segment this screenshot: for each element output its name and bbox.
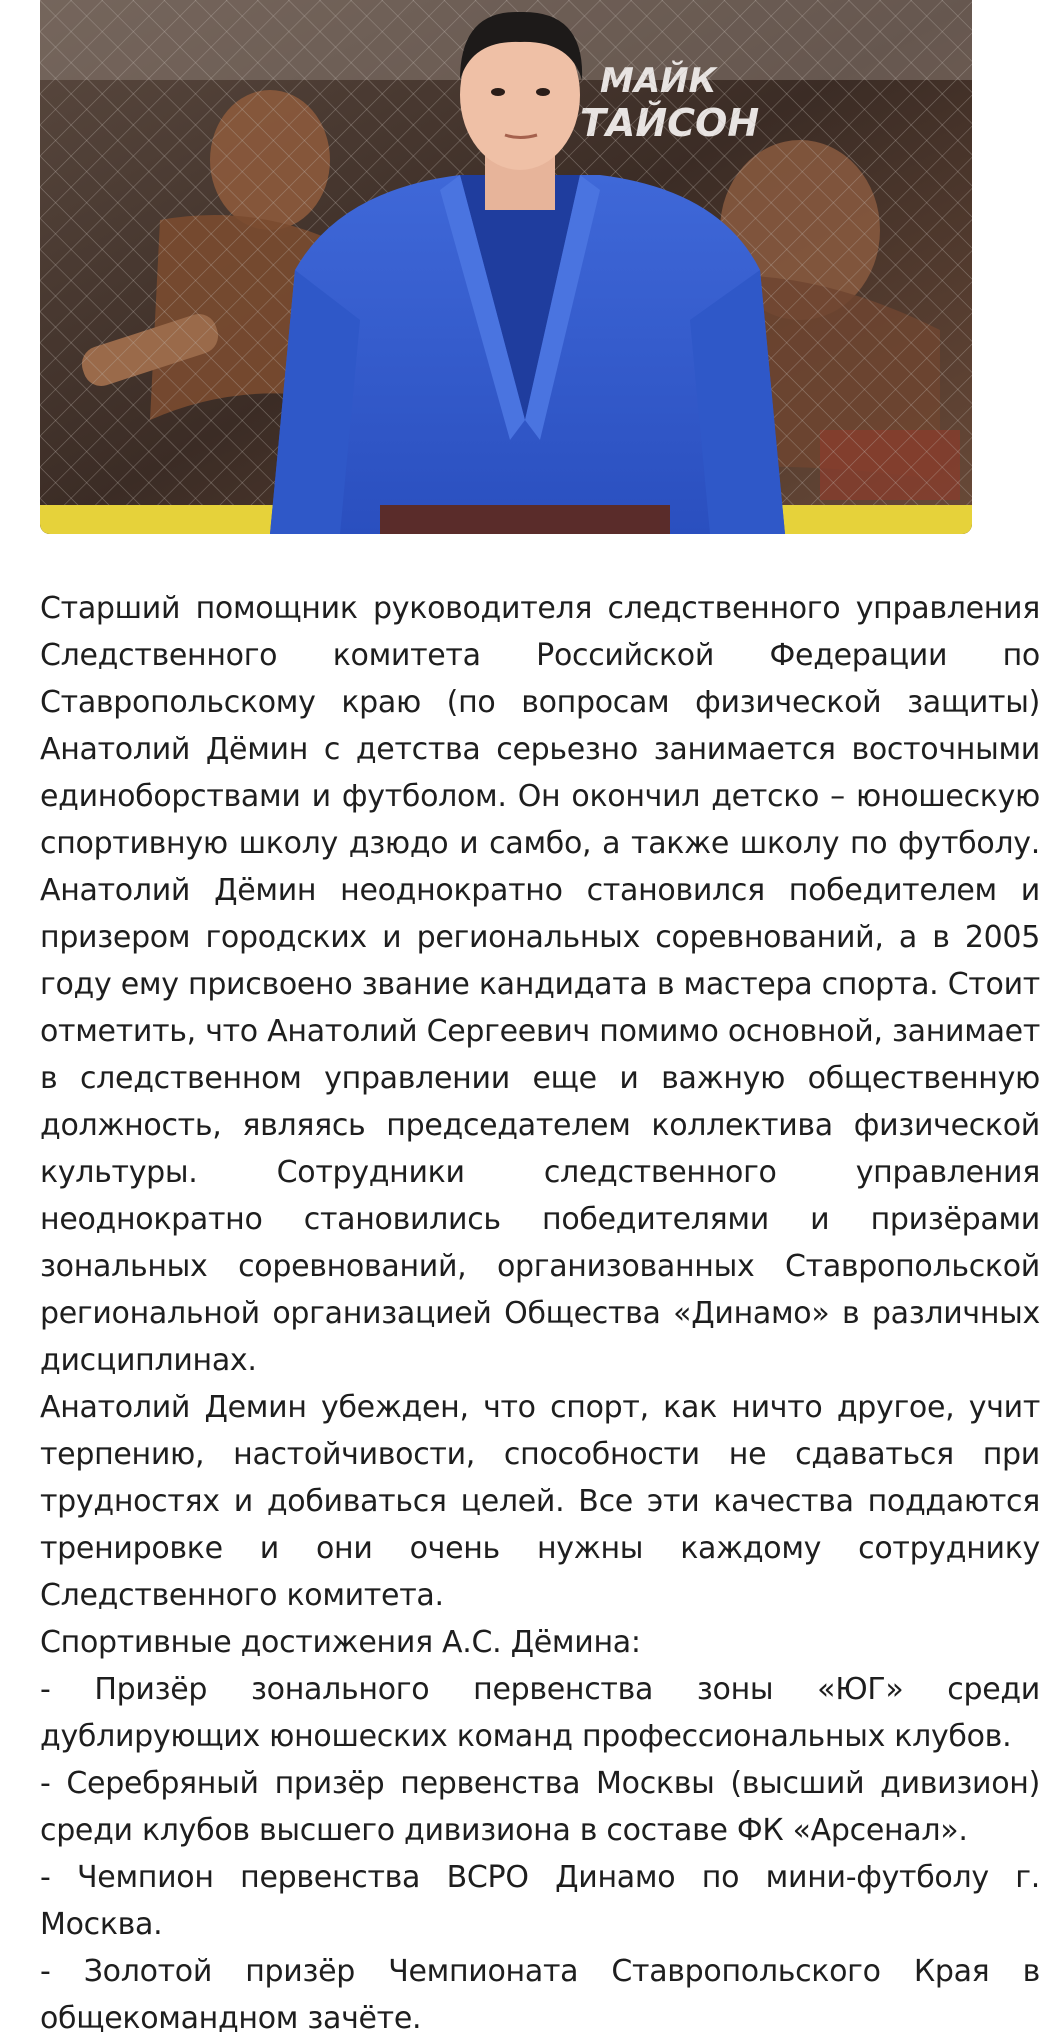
achievement-item: - Чемпион первенства ВСРО Динамо по мини-футболу г. Москва. bbox=[40, 1860, 1040, 1942]
article-body bbox=[40, 585, 1040, 2042]
article-paragraph-belief: Анатолий Демин убежден, что спорт, как ничто другое, учит терпению, настойчивости, способности не сдаваться при трудностях и добиваться целей. Все эти качества поддаются тренировке и они очень нужны каждому сотруднику Следственного комитета. bbox=[40, 1390, 1040, 1613]
achievements-heading: Спортивные достижения А.С. Дёмина: bbox=[40, 1625, 641, 1660]
achievement-item: - Серебряный призёр первенства Москвы (высший дивизион) среди клубов высшего дивизиона в составе ФК «Арсенал». bbox=[40, 1766, 1040, 1848]
achievement-item: - Золотой призёр Чемпионата Ставропольского Края в общекомандном зачёте. bbox=[40, 1954, 1040, 2036]
article-paragraph-intro: Старший помощник руководителя следственного управления Следственного комитета Российской Федерации по Ставропольскому краю (по вопросам физической защиты) Анатолий Дёмин с детства серьезно занимается восточными единоборствами и футболом. Он окончил детско – юношескую спортивную школу дзюдо и самбо, а также школу по футболу. Анатолий Дёмин неоднократно становился победителем и призером городских и региональных соревнований, а в 2005 году ему присвоено звание кандидата в мастера спорта. Стоит отметить, что Анатолий Сергеевич помимо основной, занимает в следственном управлении еще и важную общественную должность, являясь председателем коллектива физической культуры. Сотрудники следственного управления неоднократно становились победителями и призёрами зональных соревнований, организованных Ставропольской региональной организацией Общества «Динамо» в различных дисциплинах. bbox=[40, 591, 1040, 1378]
achievement-item: - Призёр зонального первенства зоны «ЮГ» среди дублирующих юношеских команд профессиональных клубов. bbox=[40, 1672, 1040, 1754]
article-photo bbox=[40, 0, 972, 534]
photo-illustration bbox=[40, 0, 972, 534]
